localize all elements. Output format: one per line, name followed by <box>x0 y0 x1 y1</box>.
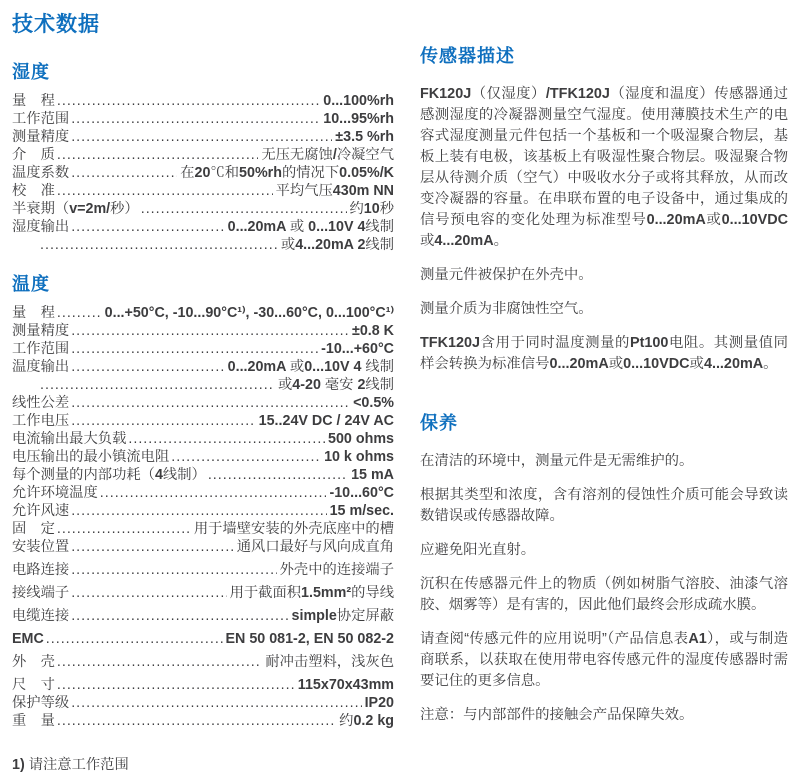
spec-label: 固 定 <box>12 521 55 537</box>
spec-label: EMC <box>12 631 44 647</box>
dotted-leader <box>171 448 321 466</box>
section-heading: 传感器描述 <box>420 46 515 66</box>
spec-value: 外壳中的连接端子 <box>279 562 394 578</box>
dotted-leader <box>208 466 348 484</box>
spec-value: simple协定屏蔽 <box>291 608 394 624</box>
dotted-leader <box>71 128 332 146</box>
dotted-leader <box>71 694 361 712</box>
footnote: 1) 请注意工作范围 <box>12 757 129 773</box>
spec-label: 允许风速 <box>12 503 70 519</box>
spec-label: 量 程 <box>12 93 55 109</box>
spec-row <box>12 676 394 694</box>
spec-label: 湿度输出 <box>12 219 70 235</box>
spec-row <box>12 412 394 430</box>
spec-value: 0...+50°C, -10...90°C¹⁾, -30...60°C, 0...100°C¹⁾ <box>104 305 394 321</box>
spec-value: 0...100%rh <box>323 93 394 109</box>
dotted-leader <box>57 304 102 322</box>
spec-label: 线性公差 <box>12 395 70 411</box>
dotted-leader <box>57 520 191 538</box>
dotted-leader <box>40 236 278 254</box>
dotted-leader <box>57 653 262 671</box>
dotted-leader <box>57 146 258 164</box>
spec-label: 每个测量的内部功耗（4线制） <box>12 467 206 483</box>
spec-value: 500 ohms <box>328 431 394 447</box>
spec-value: 115x70x43mm <box>297 677 394 693</box>
paragraph: 应避免阳光直射。 <box>420 542 536 558</box>
spec-row <box>12 584 394 602</box>
paragraph: 请查阅“传感元件的应用说明”（产品信息表A1），或与制造商联系，以获取在使用带电容传感元件的湿度传感器时需要记住的更多信息。 <box>420 631 788 689</box>
spec-row <box>12 146 394 164</box>
paragraph: TFK120J含用于同时温度测量的Pt100电阻。其测量值同样会转换为标准信号0...20mA或0...10VDC或4...20mA。 <box>420 335 788 372</box>
spec-row <box>12 607 394 625</box>
dotted-leader <box>57 92 320 110</box>
spec-row <box>12 110 394 128</box>
dotted-leader <box>71 322 349 340</box>
dotted-leader <box>71 561 276 579</box>
spec-row <box>12 520 394 538</box>
paragraph: 测量元件被保护在外壳中。 <box>420 267 593 283</box>
spec-label: 工作范围 <box>12 111 70 127</box>
spec-row <box>12 322 394 340</box>
spec-label: 电流输出最大负载 <box>12 431 127 447</box>
spec-label: 测量精度 <box>12 129 70 145</box>
text-section <box>420 42 788 375</box>
section-heading: 温度 <box>12 274 50 294</box>
spec-label: 温度输出 <box>12 359 70 375</box>
spec-label: 半衰期（v=2m/秒） <box>12 201 139 217</box>
dotted-leader <box>71 340 318 358</box>
spec-value: 0...20mA 或0...10V 4 线制 <box>227 359 394 375</box>
paragraph: FK120J（仅湿度）/TFK120J（湿度和温度）传感器通过感测湿度的冷凝器测量空气湿度。使用薄膜技术生产的电容式湿度测量元件包括一个基板和一个吸湿聚合物层，基板上装有电极，该基板上有吸湿性聚合物层。吸湿聚合物层从待测介质（空气）中吸收水分子或将其释放，从而改变冷凝器的容量。在串联布置的电子设备中，通过集成的信号预电容的变化处理为标准型号0...20mA或0...10VDC或4...20mA。 <box>420 86 788 249</box>
spec-label: 电路连接 <box>12 562 70 578</box>
spec-row <box>12 92 394 110</box>
spec-label: 校 准 <box>12 183 55 199</box>
spec-label: 电压输出的最小镇流电阻 <box>12 449 170 465</box>
paragraph: 注意：与内部部件的接触会产品保障失效。 <box>420 707 694 723</box>
spec-label: 工作范围 <box>12 341 70 357</box>
spec-row <box>12 538 394 556</box>
dotted-leader <box>71 394 350 412</box>
spec-value: IP20 <box>364 695 394 711</box>
spec-row <box>12 712 394 730</box>
spec-row <box>12 502 394 520</box>
spec-label: 重 量 <box>12 713 55 729</box>
spec-label: 温度系数 <box>12 165 70 181</box>
spec-row <box>12 200 394 218</box>
dotted-leader <box>100 484 327 502</box>
spec-label: 允许环境温度 <box>12 485 98 501</box>
spec-value: 无压无腐蚀/冷凝空气 <box>261 147 394 163</box>
dotted-leader <box>71 502 326 520</box>
spec-value: 用于截面积1.5mm²的导线 <box>229 585 394 601</box>
spec-label: 测量精度 <box>12 323 70 339</box>
dotted-leader <box>71 584 226 602</box>
spec-sections-container <box>12 58 394 730</box>
spec-row <box>12 694 394 712</box>
spec-value: ±0.8 K <box>351 323 394 339</box>
spec-row <box>12 484 394 502</box>
page-title: 技术数据 <box>12 13 100 36</box>
description-column <box>420 42 788 739</box>
paragraph: 在清洁的环境中，测量元件是无需维护的。 <box>420 453 694 469</box>
spec-value: ±3.5 %rh <box>335 129 394 145</box>
spec-row <box>12 182 394 200</box>
paragraphs <box>420 84 788 375</box>
spec-value: <0.5% <box>353 395 394 411</box>
dotted-leader <box>71 358 224 376</box>
dotted-leader <box>57 676 295 694</box>
spec-label: 安装位置 <box>12 539 70 555</box>
dotted-leader <box>128 430 325 448</box>
spec-row <box>12 358 394 376</box>
spec-label: 电缆连接 <box>12 608 70 624</box>
dotted-leader <box>46 630 223 648</box>
spec-row <box>12 394 394 412</box>
spec-value: 平均气压430m NN <box>275 183 394 199</box>
spec-row <box>12 448 394 466</box>
dotted-leader <box>71 538 234 556</box>
spec-label: 外 壳 <box>12 654 55 670</box>
spec-row <box>12 218 394 236</box>
spec-value: 15..24V DC / 24V AC <box>258 413 394 429</box>
spec-row <box>12 164 394 182</box>
spec-value: 15 mA <box>351 467 394 483</box>
spec-value: 耐冲击塑料，浅灰色 <box>265 654 394 670</box>
spec-row <box>12 653 394 671</box>
text-section <box>420 409 788 726</box>
dotted-leader <box>57 712 336 730</box>
paragraph: 沉积在传感器元件上的物质（例如树脂气溶胶、油漆气溶胶、烟雾等）是有害的，因此他们最终会形成疏水膜。 <box>420 576 788 613</box>
spec-row <box>12 630 394 648</box>
technical-data-column <box>12 8 394 774</box>
spec-label: 接线端子 <box>12 585 70 601</box>
section-heading: 湿度 <box>12 62 50 82</box>
spec-value: -10...60°C <box>329 485 394 501</box>
dotted-leader <box>141 200 347 218</box>
spec-section <box>12 270 394 730</box>
spec-row <box>12 466 394 484</box>
section-heading: 保养 <box>420 413 458 433</box>
spec-value: 约0.2 kg <box>339 713 394 729</box>
spec-value: 通风口最好与风向成直角 <box>236 539 394 555</box>
spec-row <box>12 376 394 394</box>
paragraphs <box>420 451 788 726</box>
spec-row <box>12 128 394 146</box>
spec-value: 用于墙壁安装的外壳底座中的槽 <box>193 521 394 537</box>
spec-label: 量 程 <box>12 305 55 321</box>
spec-row <box>12 430 394 448</box>
spec-rows <box>12 92 394 254</box>
dotted-leader <box>57 182 273 200</box>
spec-value: 10...95%rh <box>323 111 394 127</box>
dotted-leader <box>71 218 224 236</box>
spec-row <box>12 561 394 579</box>
text-sections-container <box>420 42 788 726</box>
spec-value: EN 50 081-2, EN 50 082-2 <box>225 631 394 647</box>
spec-value: 15 m/sec. <box>329 503 394 519</box>
spec-value: 0...20mA 或 0...10V 4线制 <box>227 219 394 235</box>
paragraph: 测量介质为非腐蚀性空气。 <box>420 301 593 317</box>
spec-section <box>12 58 394 254</box>
spec-value: 在20℃和50%rh的情况下0.05%/K <box>180 165 394 181</box>
spec-rows <box>12 304 394 730</box>
dotted-leader <box>71 412 255 430</box>
paragraph: 根据其类型和浓度，含有溶剂的侵蚀性介质可能会导致读数错误或传感器故障。 <box>420 487 788 524</box>
dotted-leader <box>71 607 288 625</box>
spec-value: -10...+60°C <box>321 341 394 357</box>
spec-value: 约10秒 <box>349 201 394 217</box>
spec-value: 10 k ohms <box>324 449 394 465</box>
spec-label: 介 质 <box>12 147 55 163</box>
spec-value: 或4...20mA 2线制 <box>280 237 394 253</box>
spec-value: 或4-20 毫安 2线制 <box>277 377 394 393</box>
spec-row <box>12 304 394 322</box>
spec-label: 工作电压 <box>12 413 70 429</box>
dotted-leader <box>71 110 320 128</box>
spec-row <box>12 236 394 254</box>
dotted-leader <box>40 376 275 394</box>
spec-row <box>12 340 394 358</box>
spec-label: 保护等级 <box>12 695 70 711</box>
spec-label: 尺 寸 <box>12 677 55 693</box>
dotted-leader <box>71 164 177 182</box>
